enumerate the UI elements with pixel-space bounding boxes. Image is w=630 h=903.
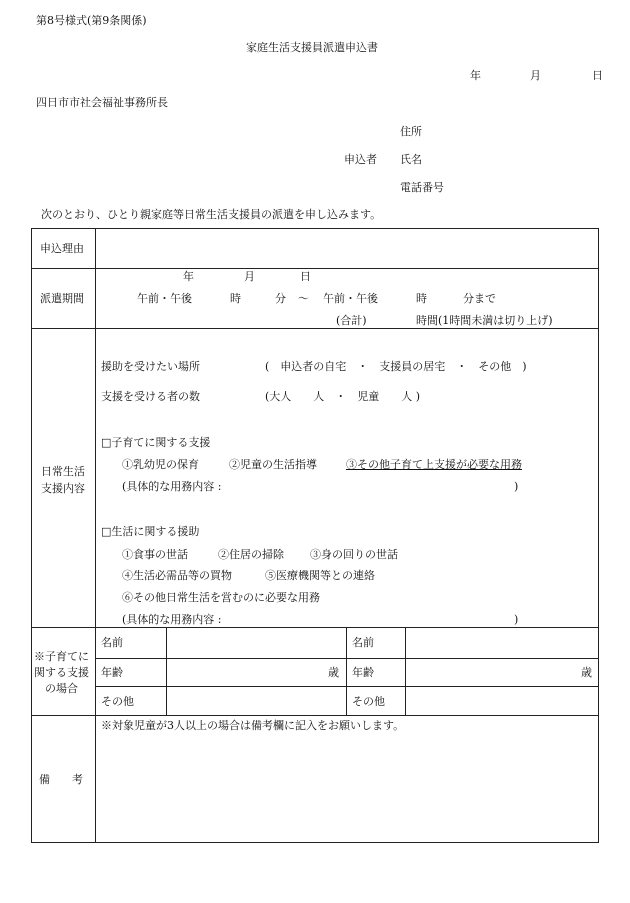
period-hour-start: 時 xyxy=(230,292,241,305)
period-day: 日 xyxy=(300,270,311,283)
table-top-border xyxy=(31,228,599,229)
row-divider-childcare-1 xyxy=(95,658,599,659)
childcare-col-divider-2 xyxy=(346,627,347,715)
living-item-medical-contact: ⑤医療機関等との連絡 xyxy=(265,569,375,582)
date-year-label: 年 xyxy=(470,69,481,82)
childcare-support-checkbox[interactable]: □子育てに関する支援 xyxy=(101,436,211,449)
child1-name-field[interactable] xyxy=(168,630,344,656)
living-support-checkbox[interactable]: □生活に関する援助 xyxy=(101,525,200,538)
reason-field[interactable] xyxy=(100,232,594,265)
reason-label: 申込理由 xyxy=(40,242,84,255)
table-bottom-border xyxy=(31,842,599,843)
period-tilde: ～ xyxy=(298,292,309,305)
period-until: 分まで xyxy=(463,292,496,305)
child2-age-unit: 歳 xyxy=(581,666,592,679)
period-hour-end: 時 xyxy=(416,292,427,305)
living-detail-label: (具体的な用務内容 : xyxy=(122,613,222,626)
child2-age-label: 年齢 xyxy=(352,666,374,679)
child2-name-field[interactable] xyxy=(407,630,596,656)
phone-label: 電話番号 xyxy=(400,181,444,194)
child2-other-field[interactable] xyxy=(407,688,596,713)
remarks-field[interactable] xyxy=(100,736,594,838)
document-title: 家庭生活支援員派遣申込書 xyxy=(246,41,378,54)
date-day-label: 日 xyxy=(592,69,603,82)
child1-age-label: 年齢 xyxy=(101,666,123,679)
child2-other-label: その他 xyxy=(352,695,385,708)
child1-name-label: 名前 xyxy=(101,636,123,649)
date-month-label: 月 xyxy=(530,69,541,82)
row-divider-period xyxy=(31,328,599,329)
childcare-case-label-line1: ※子育てに xyxy=(34,650,89,663)
name-label: 氏名 xyxy=(400,153,422,166)
support-label-line2: 支援内容 xyxy=(41,482,85,495)
count-options[interactable]: (大人 人 ・ 児童 人 ) xyxy=(265,390,421,403)
period-label: 派遣期間 xyxy=(40,292,84,305)
childcare-case-label-line2: 関する支援 xyxy=(34,666,89,679)
place-label: 援助を受けたい場所 xyxy=(101,360,200,373)
table-left-border xyxy=(31,228,32,842)
address-label: 住所 xyxy=(400,125,422,138)
support-label-line1: 日常生活 xyxy=(41,465,85,478)
period-year: 年 xyxy=(183,270,194,283)
period-ampm-start: 午前・午後 xyxy=(137,292,192,305)
row-divider-childcare-2 xyxy=(95,686,599,687)
row-divider-childcare xyxy=(31,715,599,716)
table-right-border xyxy=(598,228,599,842)
living-item-meals: ①食事の世話 xyxy=(122,548,188,561)
childcare-item-life-guidance: ②児童の生活指導 xyxy=(229,458,317,471)
childcare-item-other: ③その他子育て上支援が必要な用務 xyxy=(346,458,522,471)
intro-text: 次のとおり、ひとり親家庭等日常生活支援員の派遣を申し込みます。 xyxy=(41,208,382,221)
childcare-col-divider-3 xyxy=(405,627,406,715)
childcare-detail-label: (具体的な用務内容 : xyxy=(122,480,222,493)
child1-other-field[interactable] xyxy=(168,688,344,713)
row-divider-support xyxy=(31,627,599,628)
form-number: 第8号様式(第9条関係) xyxy=(36,14,147,27)
living-item-cleaning: ②住居の掃除 xyxy=(218,548,284,561)
child1-age-unit: 歳 xyxy=(328,666,339,679)
living-item-shopping: ④生活必需品等の買物 xyxy=(122,569,232,582)
label-column-divider xyxy=(95,228,96,842)
place-options[interactable]: ( 申込者の自宅 ・ 支援員の居宅 ・ その他 ) xyxy=(265,360,527,373)
childcare-detail-close: ) xyxy=(514,480,519,493)
count-label: 支援を受ける者の数 xyxy=(101,390,200,403)
remarks-label: 備 考 xyxy=(39,773,83,786)
childcare-item-infant-care: ①乳幼児の保育 xyxy=(122,458,199,471)
addressee: 四日市市社会福祉事務所長 xyxy=(36,96,168,109)
living-item-personal-care: ③身の回りの世話 xyxy=(310,548,398,561)
living-detail-close: ) xyxy=(514,613,519,626)
applicant-label: 申込者 xyxy=(344,153,377,166)
period-hours-note: 時間(1時間未満は切り上げ) xyxy=(416,314,553,327)
remarks-note: ※対象児童が3人以上の場合は備考欄に記入をお願いします。 xyxy=(101,719,405,732)
period-total: (合計) xyxy=(336,314,367,327)
living-item-other: ⑥その他日常生活を営むのに必要な用務 xyxy=(122,591,320,604)
child1-other-label: その他 xyxy=(101,695,134,708)
child2-name-label: 名前 xyxy=(352,636,374,649)
period-month: 月 xyxy=(244,270,255,283)
childcare-col-divider-1 xyxy=(166,627,167,715)
row-divider-reason xyxy=(31,268,599,269)
childcare-case-label-line3: の場合 xyxy=(45,682,78,695)
period-minute-start: 分 xyxy=(275,292,286,305)
period-ampm-end: 午前・午後 xyxy=(323,292,378,305)
